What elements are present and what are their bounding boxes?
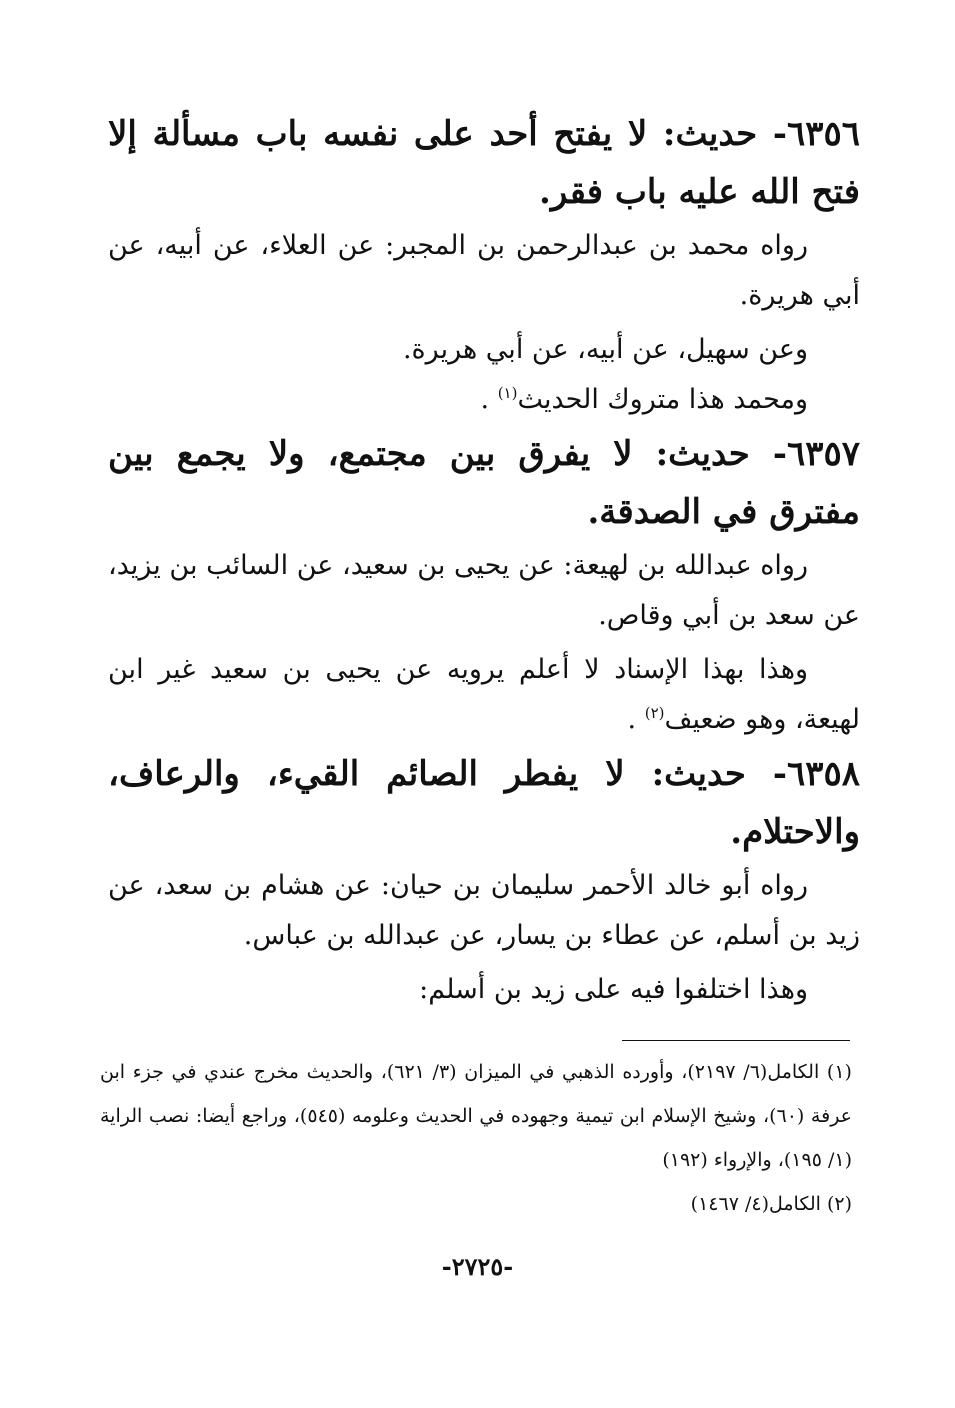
page-number: -٢٧٢٥-	[441, 1252, 514, 1281]
footnote-ref[interactable]: (١)	[497, 384, 518, 402]
footnote-ref[interactable]: (٢)	[644, 704, 665, 722]
footnote-divider	[622, 1040, 850, 1041]
narration-paragraph	[108, 375, 860, 425]
footnotes	[100, 1050, 852, 1226]
footnote-1: (١) الكامل(٦/ ٢١٩٧)، وأورده الذهبي في الميزان (٣/ ٦٢١)، والحديث مخرج عندي في جزء ابن عرفة (٦٠)، وشيخ الإسلام ابن تيمية وجهوده في الحديث وعلومه (٥٤٥)، وراجع أيضا: نصب الراية (١/ ١٩٥)، والإرواء (١٩٢)	[100, 1061, 853, 1171]
hadith-heading-6358: ٦٣٥٨- حديث: لا يفطر الصائم القيء، والرعاف، والاحتلام.	[108, 754, 860, 852]
narration-paragraph: رواه محمد بن عبدالرحمن بن المجبر: عن العلاء، عن أبيه، عن أبي هريرة.	[108, 230, 860, 311]
hadith-heading-6356: ٦٣٥٦- حديث: لا يفتح أحد على نفسه باب مسألة إلا فتح الله عليه باب فقر.	[108, 114, 860, 212]
hadith-heading-6357: ٦٣٥٧- حديث: لا يفرق بين مجتمع، ولا يجمع بين مفترق في الصدقة.	[108, 434, 860, 532]
paragraph-tail: .	[627, 704, 637, 735]
page-body	[108, 105, 860, 1015]
paragraph-text: ومحمد هذا متروك الحديث	[517, 384, 808, 415]
narration-paragraph	[108, 645, 860, 745]
narration-paragraph: وهذا اختلفوا فيه على زيد بن أسلم:	[419, 974, 808, 1005]
narration-paragraph: رواه عبدالله بن لهيعة: عن يحيى بن سعيد، عن السائب بن يزيد، عن سعد بن أبي وقاص.	[108, 550, 860, 631]
narration-paragraph: رواه أبو خالد الأحمر سليمان بن حيان: عن هشام بن سعد، عن زيد بن أسلم، عن عطاء بن يسار، عن عبدالله بن عباس.	[108, 870, 860, 951]
paragraph-tail: .	[480, 384, 490, 415]
narration-paragraph: وعن سهيل، عن أبيه، عن أبي هريرة.	[402, 334, 808, 365]
paragraph-text: وهذا بهذا الإسناد لا أعلم يرويه عن يحيى بن سعيد غير ابن لهيعة، وهو ضعيف	[108, 654, 860, 735]
footnote-2: (٢) الكامل(٤/ ١٤٦٧)	[690, 1193, 852, 1215]
